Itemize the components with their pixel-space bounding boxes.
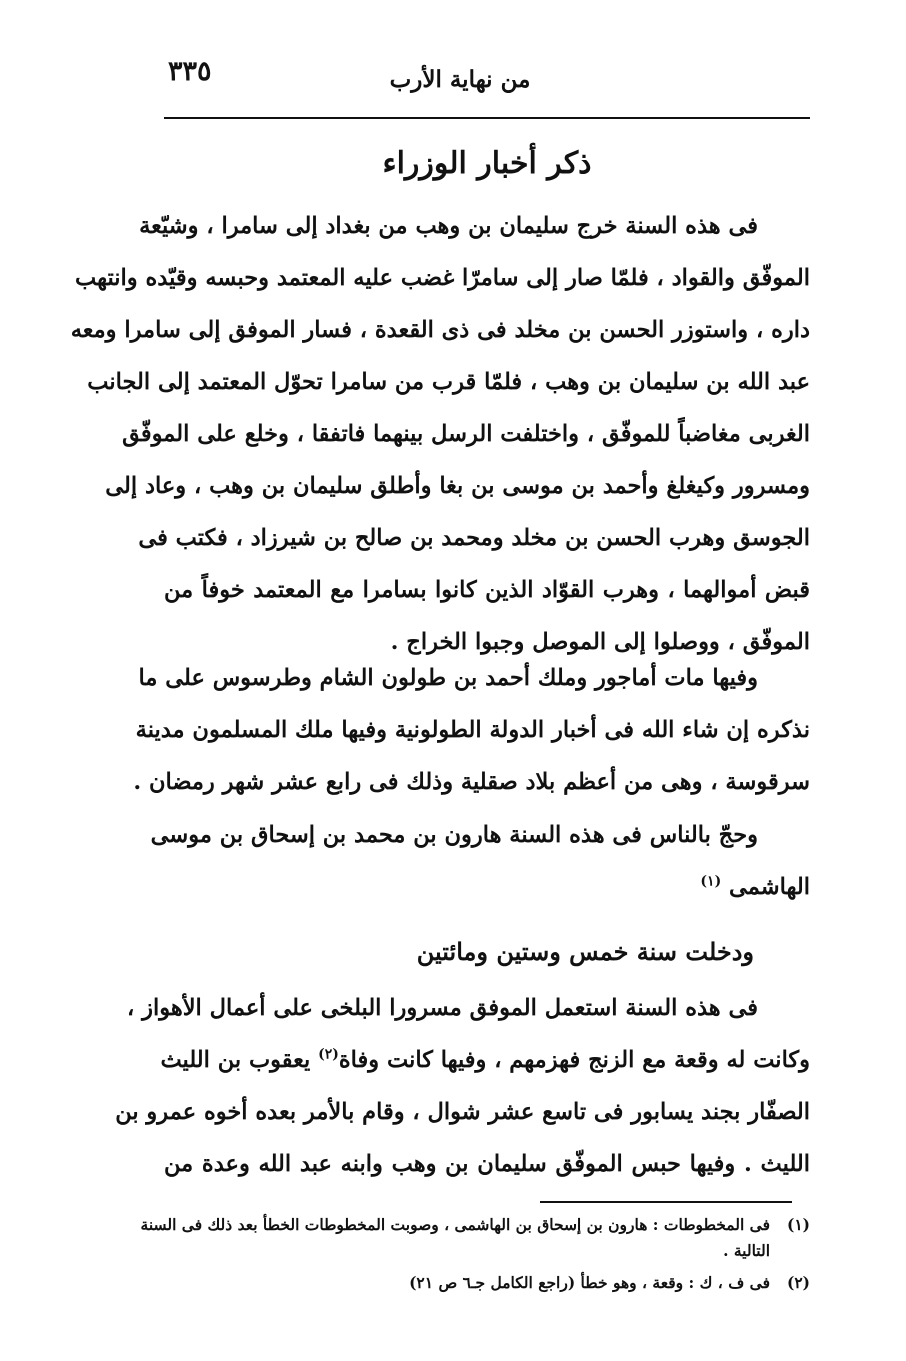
text-line: فى هذه السنة استعمل الموفق مسرورا البلخى على أعمال الأهواز ، bbox=[127, 995, 758, 1021]
text-line: الموفّق ، ووصلوا إلى الموصل وجبوا الخراج . bbox=[390, 629, 810, 655]
footnote-number: (١) bbox=[786, 1215, 810, 1234]
footnote-text bbox=[164, 1270, 770, 1296]
text-line: وفيها مات أماجور وملك أحمد بن طولون الشام وطرسوس على ما bbox=[138, 665, 758, 691]
footnote-text bbox=[141, 1212, 770, 1264]
text-segment: وكانت له وقعة مع الزنج فهزمهم ، وفيها كانت وفاة bbox=[338, 1047, 810, 1073]
running-title: من نهاية الأرب bbox=[389, 66, 531, 93]
footnotes bbox=[140, 1212, 810, 1296]
footnote-number: (٢) bbox=[786, 1273, 810, 1292]
text-line: الموفّق والقواد ، فلمّا صار إلى سامرّا غضب عليه المعتمد وحبسه وقيّده وانتهب bbox=[75, 265, 810, 291]
text-line bbox=[160, 1034, 810, 1086]
text-line: نذكره إن شاء الله فى أخبار الدولة الطولونية وفيها ملك المسلمون مدينة bbox=[135, 717, 810, 743]
text-line: قبض أموالهما ، وهرب القوّاد الذين كانوا بسامرا مع المعتمد خوفاً من bbox=[164, 577, 810, 603]
text-line: الجوسق وهرب الحسن بن مخلد ومحمد بن صالح بن شيرزاد ، فكتب فى bbox=[138, 525, 810, 551]
text-line: وحجّ بالناس فى هذه السنة هارون بن محمد بن إسحاق بن موسى bbox=[150, 822, 758, 848]
text-line bbox=[164, 861, 810, 913]
paragraph-3 bbox=[150, 809, 810, 913]
footnote-reference: (٢) bbox=[318, 1046, 339, 1063]
text-line: عبد الله بن سليمان بن وهب ، فلمّا قرب من سامرا تحوّل المعتمد إلى الجانب bbox=[87, 369, 810, 395]
text-line: الليث . وفيها حبس الموفّق سليمان بن وهب وابنه عبد الله وعدة من bbox=[164, 1151, 810, 1177]
footnote bbox=[140, 1212, 810, 1264]
footnote-reference: (١) bbox=[700, 873, 722, 890]
paragraph-1 bbox=[70, 200, 810, 668]
text-line: ومسرور وكيغلغ وأحمد بن موسى بن بغا وأطلق سليمان بن وهب ، وعاد إلى bbox=[105, 473, 810, 499]
text-segment: الهاشمى bbox=[729, 874, 810, 900]
section-heading: ذكر أخبار الوزراء bbox=[382, 146, 592, 181]
footnote-line: فى المخطوطات : هارون بن إسحاق بن الهاشمى ، وصوبت المخطوطات الخطأ بعد ذلك فى السنة bbox=[140, 1215, 770, 1234]
paragraph-4 bbox=[115, 982, 810, 1190]
text-line: سرقوسة ، وهى من أعظم بلاد صقلية وذلك فى رابع عشر شهر رمضان . bbox=[133, 769, 810, 795]
text-line: الصفّار بجند يسابور فى تاسع عشر شوال ، وقام بالأمر بعده أخوه عمرو بن bbox=[115, 1099, 810, 1125]
text-line: داره ، واستوزر الحسن بن مخلد فى ذى القعدة ، فسار الموفق إلى سامرا ومعه bbox=[70, 317, 810, 343]
header-divider bbox=[164, 117, 810, 119]
text-line: فى هذه السنة خرج سليمان بن وهب من بغداد إلى سامرا ، وشيّعة bbox=[139, 213, 758, 239]
footnote-divider bbox=[540, 1201, 792, 1203]
paragraph-2 bbox=[133, 652, 810, 808]
text-segment: يعقوب بن الليث bbox=[160, 1047, 311, 1073]
footnote-line: التالية . bbox=[723, 1241, 770, 1260]
year-heading: ودخلت سنة خمس وستين ومائتين bbox=[416, 937, 754, 966]
text-line: الغربى مغاضباً للموفّق ، واختلفت الرسل بينهما فاتفقا ، وخلع على الموفّق bbox=[122, 421, 810, 447]
footnote bbox=[164, 1270, 810, 1296]
footnote-line: فى ف ، ك : وقعة ، وهو خطأ (راجع الكامل جـ٦ ص ٢١) bbox=[409, 1273, 770, 1292]
page-number: ٣٣٥ bbox=[168, 56, 212, 87]
